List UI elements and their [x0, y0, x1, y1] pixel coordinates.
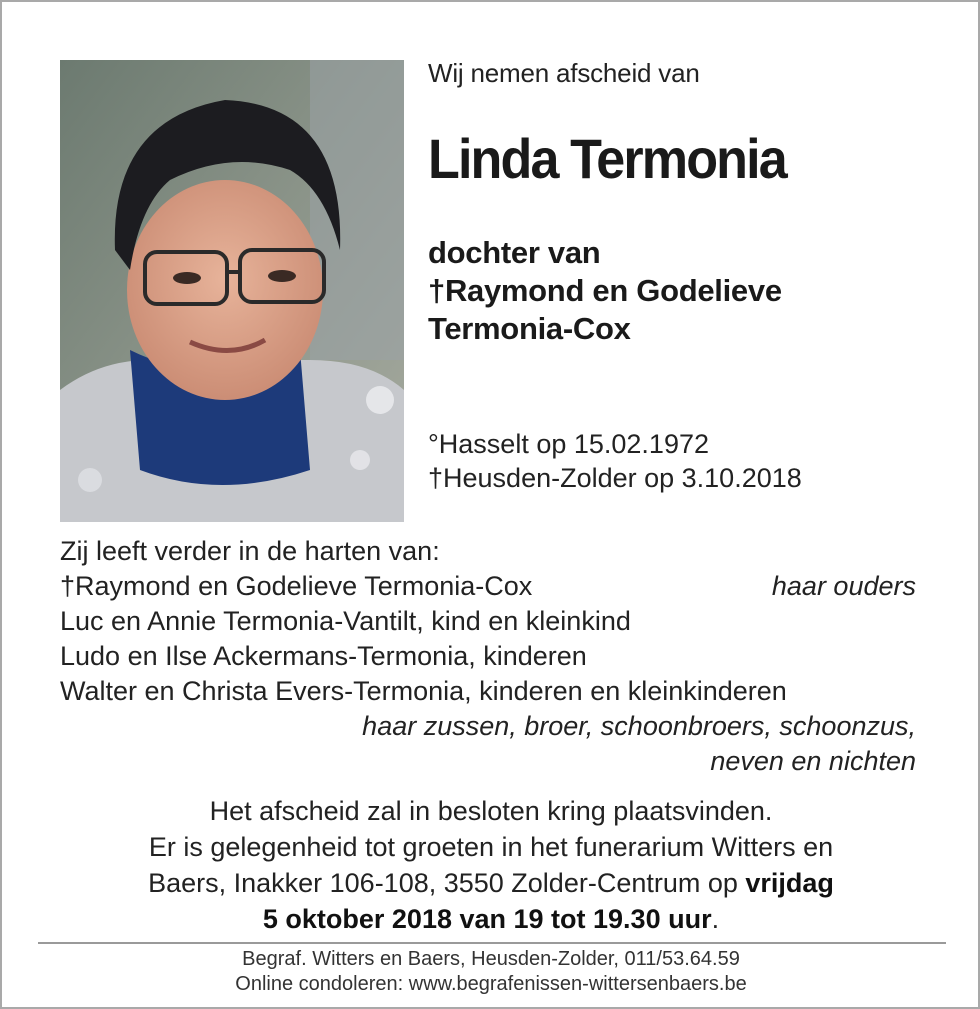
notice-line-1: Het afscheid zal in besloten kring plaatsvinden.	[209, 796, 773, 826]
notice-date-time: 5 oktober 2018 van 19 tot 19.30 uur	[262, 904, 712, 934]
dates-block	[428, 427, 802, 495]
birth-date: °Hasselt op 15.02.1972	[428, 429, 709, 459]
survivor-row-1-relation: haar ouders	[771, 571, 916, 601]
footer-divider	[38, 942, 946, 944]
survivor-row-1	[60, 569, 916, 604]
notice-line-3-text: Baers, Inakker 106-108, 3550 Zolder-Centrum op	[148, 868, 746, 898]
death-date: †Heusden-Zolder op 3.10.2018	[428, 463, 802, 493]
portrait-photo	[60, 60, 404, 522]
survivor-row-2: Luc en Annie Termonia-Vantilt, kind en kleinkind	[60, 606, 631, 636]
deceased-name: Linda Termonia	[428, 127, 786, 190]
intro-text: Wij nemen afscheid van	[428, 58, 700, 88]
survivors-heading: Zij leeft verder in de harten van:	[60, 536, 440, 566]
portrait-illustration	[60, 60, 404, 522]
notice-line-3	[38, 865, 944, 901]
survivor-row-3: Ludo en Ilse Ackermans-Termonia, kinderen	[60, 641, 587, 671]
parents-line-2: †Raymond en Godelieve	[428, 273, 782, 308]
parents-line-3: Termonia-Cox	[428, 311, 631, 346]
footer-condolence-link[interactable]: Online condoleren: www.begrafenissen-wittersenbaers.be	[235, 973, 747, 995]
parents-line-1: dochter van	[428, 235, 601, 270]
survivor-row-4: Walter en Christa Evers-Termonia, kinderen en kleinkinderen	[60, 676, 787, 706]
survivor-row-1-names: †Raymond en Godelieve Termonia-Cox	[60, 571, 533, 601]
farewell-notice	[38, 793, 944, 937]
survivors-block	[60, 534, 916, 779]
footer-undertaker: Begraf. Witters en Baers, Heusden-Zolder, 011/53.64.59	[242, 948, 740, 970]
notice-line-2: Er is gelegenheid tot groeten in het funerarium Witters en	[148, 832, 834, 862]
footer	[38, 947, 944, 997]
notice-line-4	[38, 901, 944, 937]
notice-period: .	[711, 904, 720, 934]
survivor-row-6: neven en nichten	[710, 746, 916, 776]
notice-day: vrijdag	[745, 868, 834, 898]
parents-block	[428, 234, 782, 348]
survivor-row-5: haar zussen, broer, schoonbroers, schoonzus,	[362, 711, 916, 741]
